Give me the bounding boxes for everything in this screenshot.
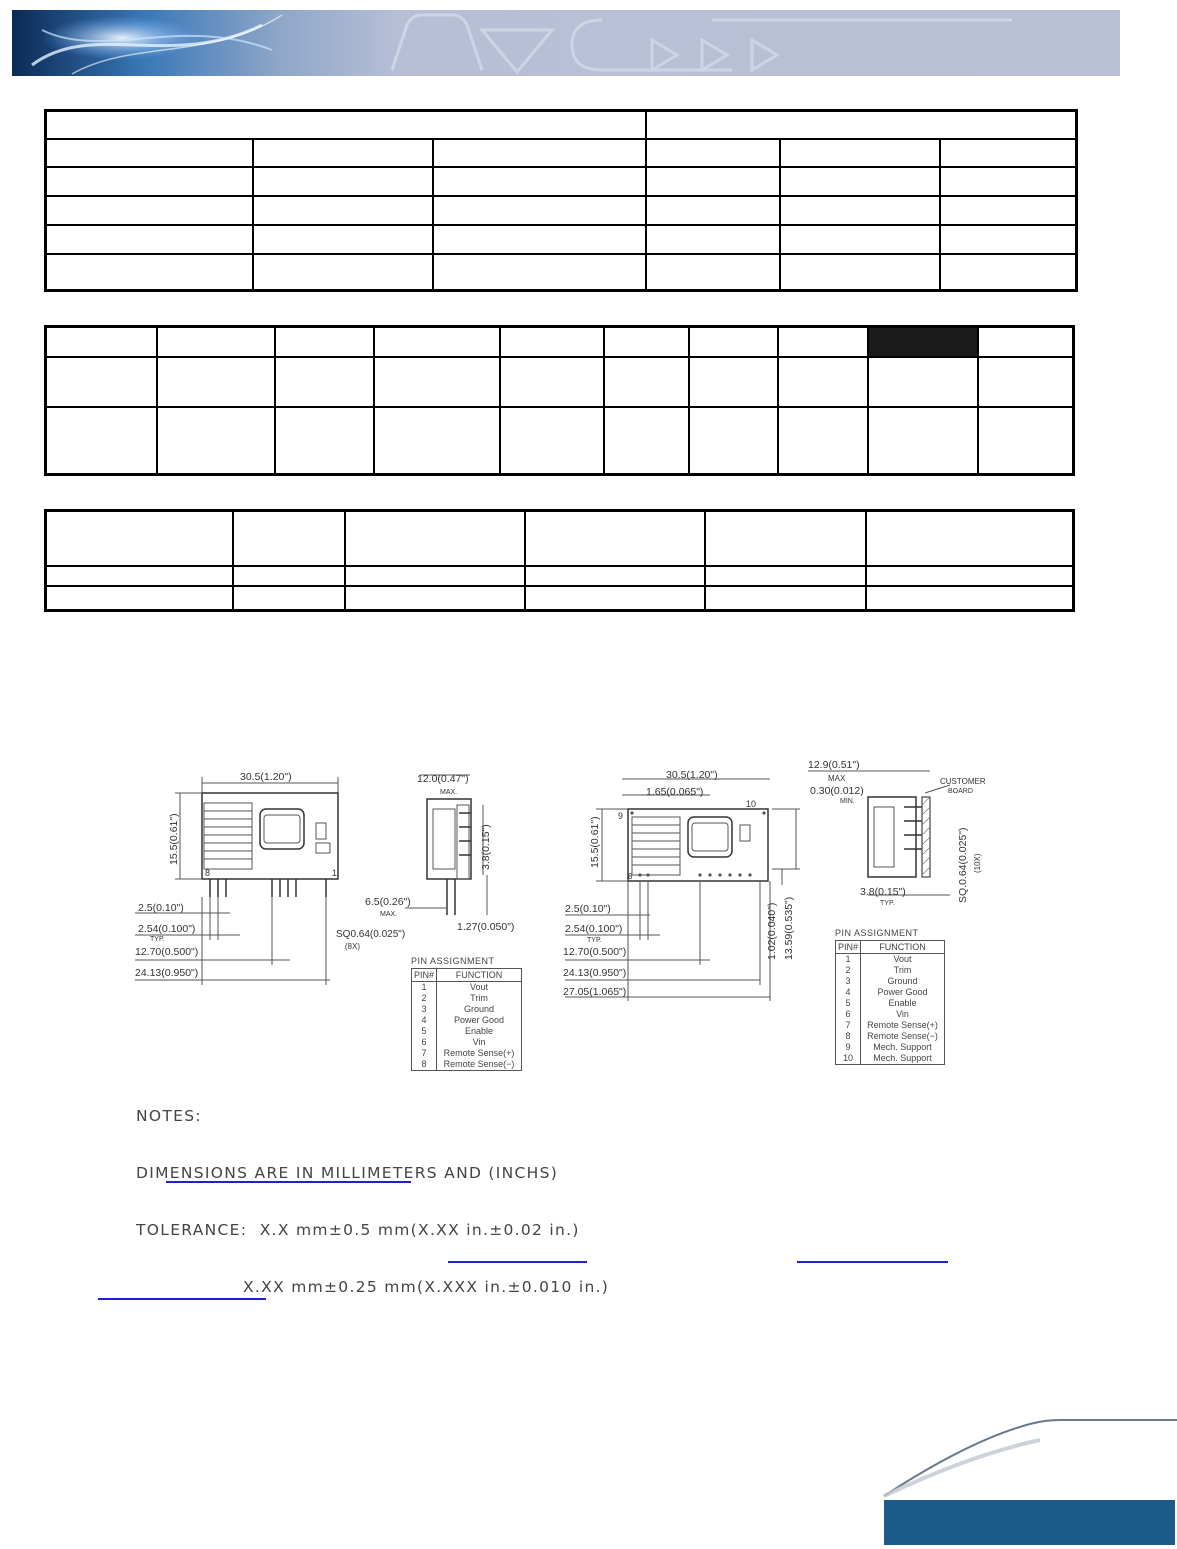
dim-typ: TYP. [150, 936, 165, 943]
dim-pin-count: (8X) [344, 942, 360, 951]
table-row [46, 327, 1074, 357]
header-banner [12, 10, 1120, 76]
table-row [46, 167, 1077, 196]
dim-span1-2: 12.70(0.500") [563, 946, 627, 958]
module-side-body [427, 799, 471, 879]
table-row [46, 407, 1074, 474]
pin-function: Mech. Support [861, 1053, 945, 1065]
table-row [836, 1053, 945, 1065]
highlighted-header-cell [868, 327, 978, 357]
table-row [46, 196, 1077, 225]
pin-number: 8 [412, 1059, 437, 1071]
pin-function: Vout [861, 954, 945, 966]
dim-offset: 1.65(0.065") [646, 786, 704, 798]
drawing-notes [136, 1069, 609, 1316]
dim-v1: 1.02(0.040") [766, 902, 778, 960]
pin-function: Vout [437, 982, 522, 994]
dim-height-2: 15.5(0.61") [589, 816, 601, 868]
dim-thickness: 12.0(0.47") [417, 773, 469, 785]
dim-pin-height: 3.8(0.15") [480, 824, 492, 870]
spec-table-2 [44, 325, 1075, 476]
table-row [46, 225, 1077, 254]
pin-function: Enable [437, 1026, 522, 1037]
table-header-row: PIN# FUNCTION [412, 969, 522, 982]
pin-number: 4 [836, 987, 861, 998]
pin-label-8: 8 [205, 868, 211, 878]
table-row [836, 954, 945, 966]
table-row [836, 987, 945, 998]
dim-pitch-edge: 2.5(0.10") [138, 902, 184, 914]
table-row [412, 1048, 522, 1059]
dim-span-1: 12.70(0.500") [135, 946, 199, 958]
pin-function: Remote Sense(−) [861, 1031, 945, 1042]
pin-number: 8 [836, 1031, 861, 1042]
dim-pitch: 2.54(0.100") [138, 923, 196, 935]
table-row [412, 1004, 522, 1015]
pin-number: 10 [836, 1053, 861, 1065]
table-row [46, 254, 1077, 290]
pin-label-10: 10 [746, 799, 757, 809]
pin-number: 4 [412, 1015, 437, 1026]
dim-standoff-max: MAX. [380, 911, 398, 918]
pin-function: Remote Sense(−) [437, 1059, 522, 1071]
table-row [836, 965, 945, 976]
spec-table-1 [44, 109, 1078, 292]
pin-label-9: 9 [618, 811, 624, 821]
notes-tolerance-2: X.XX mm±0.25 mm(X.XXX in.±0.010 in.) [243, 1278, 610, 1296]
drawing-side-view-2 [800, 755, 1000, 915]
pin-number: 1 [836, 954, 861, 966]
dim-clearance: 0.30(0.012) [810, 785, 864, 797]
pin-function: Ground [861, 976, 945, 987]
dim-standoff: 6.5(0.26") [365, 896, 411, 908]
pin-number: 9 [836, 1042, 861, 1053]
hyperlink-1[interactable] [166, 1181, 411, 1183]
table-row [46, 586, 1074, 611]
spec-table-3 [44, 509, 1075, 612]
module-body [202, 793, 338, 879]
pin-function: Power Good [437, 1015, 522, 1026]
pin-function: Trim [437, 993, 522, 1004]
footer-logo-graphic [870, 1410, 1177, 1549]
pin-function: Vin [437, 1037, 522, 1048]
table-row [412, 993, 522, 1004]
table-row [836, 1020, 945, 1031]
dim-max-2: MAX [828, 774, 846, 783]
notes-tolerance: TOLERANCE: X.X mm±0.5 mm(X.XX in.±0.02 in.) [136, 1221, 580, 1239]
module-body-2 [628, 809, 768, 881]
pin-function: Enable [861, 998, 945, 1009]
pin-function: Remote Sense(+) [437, 1048, 522, 1059]
pin-number: 7 [412, 1048, 437, 1059]
pin-number: 3 [836, 976, 861, 987]
pin-function: Power Good [861, 987, 945, 998]
pin-assignment-table-2 [835, 928, 945, 1065]
module-side-body-2 [868, 797, 916, 877]
pin-number: 7 [836, 1020, 861, 1031]
table-row [836, 976, 945, 987]
dim-max: MAX. [440, 789, 458, 796]
dim-width-2: 30.5(1.20") [666, 769, 718, 781]
dim-min: MIN. [840, 798, 855, 805]
table-row [46, 139, 1077, 168]
hyperlink-3[interactable] [797, 1261, 948, 1263]
hyperlink-4[interactable] [98, 1298, 266, 1300]
pin-assignment-table-1 [411, 956, 522, 1071]
dim-pin-sq: SQ0.64(0.025") [336, 929, 406, 940]
dim-pin-len-2: 3.8(0.15") [860, 886, 906, 898]
dim-pin-sq-2: SQ.0.64(0.025") [957, 827, 969, 903]
pin-number: 6 [836, 1009, 861, 1020]
dim-pin-len: 1.27(0.050") [457, 921, 515, 933]
table-row [46, 357, 1074, 407]
table-row [46, 111, 1077, 139]
dim-span3-2: 27.05(1.065") [563, 986, 627, 998]
dim-thickness-2: 12.9(0.51") [808, 759, 860, 771]
banner-graphic [12, 10, 1120, 76]
table-row [46, 511, 1074, 566]
dim-count-2: (10X) [973, 853, 982, 873]
dim-typ-3: TYP. [880, 900, 895, 907]
dim-span-2: 24.13(0.950") [135, 967, 199, 979]
footer-bar [884, 1500, 1175, 1545]
table-header-row: PIN# FUNCTION [836, 941, 945, 954]
drawing-front-view-2 [560, 765, 810, 1005]
pin-number: 2 [412, 993, 437, 1004]
pin-function: Vin [861, 1009, 945, 1020]
table-row [412, 1037, 522, 1048]
notes-heading: NOTES: [136, 1107, 202, 1125]
drawing-side-view-1 [365, 765, 535, 940]
table-row [836, 1042, 945, 1053]
pin-function: Remote Sense(+) [861, 1020, 945, 1031]
dim-height: 15.5(0.61") [168, 813, 180, 865]
dim-span2-2: 24.13(0.950") [563, 967, 627, 979]
pin-table-title: PIN ASSIGNMENT [411, 956, 495, 966]
pin-function: Trim [861, 965, 945, 976]
table-row [412, 1026, 522, 1037]
table-row [412, 982, 522, 994]
table-row [46, 566, 1074, 586]
table-row [836, 1009, 945, 1020]
pin-function: Ground [437, 1004, 522, 1015]
dim-typ-2: TYP. [587, 937, 602, 944]
customer-board-label-2: BOARD [948, 788, 973, 795]
table-row [836, 1031, 945, 1042]
pin-number: 5 [412, 1026, 437, 1037]
table-cell [46, 111, 646, 139]
pin-number: 1 [412, 982, 437, 994]
dim-v2: 13.59(0.535") [783, 896, 795, 960]
pin-number: 3 [412, 1004, 437, 1015]
pin-number: 2 [836, 965, 861, 976]
table-row [412, 1015, 522, 1026]
dim-pitch-2: 2.54(0.100") [565, 923, 623, 935]
customer-board-label: CUSTOMER [940, 777, 986, 786]
pin-number: 5 [836, 998, 861, 1009]
pin-number: 6 [412, 1037, 437, 1048]
dim-pitch-edge-2: 2.5(0.10") [565, 903, 611, 915]
table-cell [646, 111, 1077, 139]
table-row [836, 998, 945, 1009]
pin-label-8b: 8 [628, 872, 633, 881]
pin-function: Mech. Support [861, 1042, 945, 1053]
notes-units: DIMENSIONS ARE IN MILLIMETERS AND (INCHS) [136, 1164, 559, 1182]
dim-width: 30.5(1.20") [240, 771, 292, 783]
pin-label-1: 1 [332, 868, 338, 878]
pin-table-title-2: PIN ASSIGNMENT [835, 928, 919, 938]
hyperlink-2[interactable] [448, 1261, 587, 1263]
